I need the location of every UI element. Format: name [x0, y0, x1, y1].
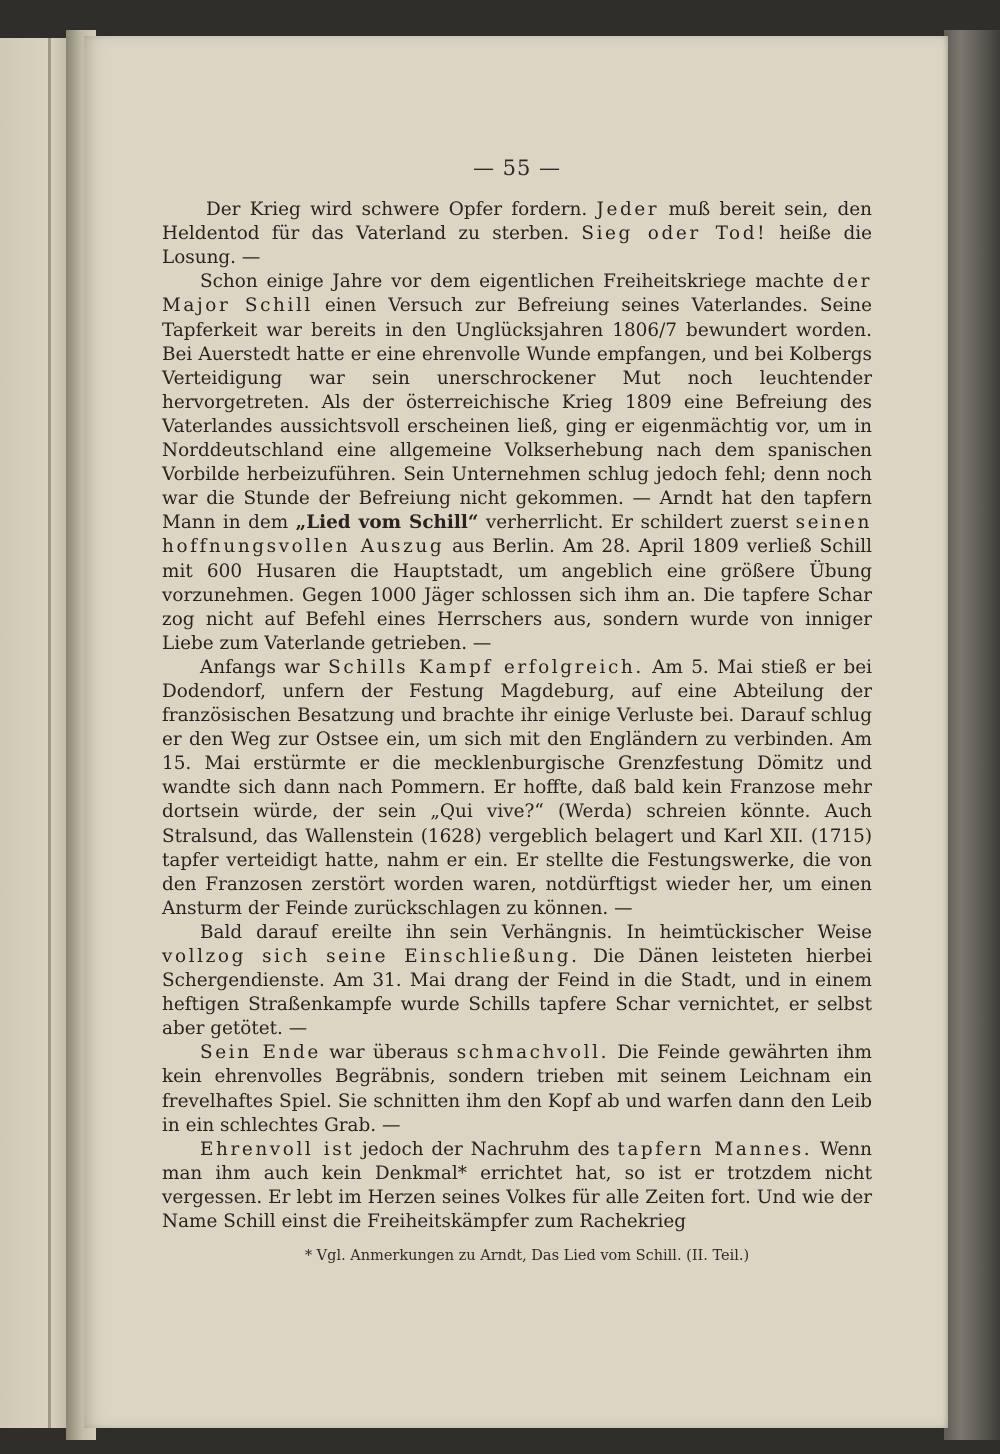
emphasis-text: schmachvoll. [456, 1042, 610, 1064]
footnote: * Vgl. Anmerkungen zu Arndt, Das Lied vom Schill. (II. Teil.) [304, 1248, 750, 1265]
emphasis-text: der Major Schill [162, 271, 873, 317]
emphasis-text: vollzog sich seine Einschließung. [162, 946, 580, 967]
book-cover-edge [944, 30, 1000, 1440]
text-run: Die Feinde gewährten ihm kein ehrenvolles Begräbnis, sondern trieben mit seinem Leichnam ein frevelhaftes Spiel. Sie schnitten ihm den Kopf ab und warfen dann den Leib in ein schlechtes Grab. — [162, 1042, 872, 1136]
left-page-fold [48, 38, 51, 1428]
page-number: — 55 — [472, 156, 562, 180]
paragraph-1 [162, 198, 872, 270]
text-run: heiße die Losung. — [162, 223, 872, 269]
text-run: war überaus [329, 1042, 449, 1064]
paragraph-4 [162, 921, 872, 1041]
emphasis-text: Sieg oder Tod! [581, 223, 768, 245]
text-run: Wenn man ihm auch kein Denkmal* errichtet hat, so ist er trotzdem nicht vergessen. Er lebt im Herzen seines Volkes für alle Zeiten fort. Und wie der Name Schill einst die Freiheitskämpfer zum Rachekrieg [162, 1138, 872, 1233]
paragraph-3 [162, 656, 872, 921]
text-run: einen Versuch zur Befreiung seines Vaterlandes. Seine Tapferkeit war bereits in den Unglücksjahren 1806/7 bewundert worden. Bei Auerstedt hatte er eine ehrenvolle Wunde empfangen, und bei Kolbergs Verteidigung war sein unerschrockener Mut noch leuchtender hervorgetreten. Als der österreichische Krieg 1809 eine Befreiung des Vaterlandes aussichtsvoll erscheinen ließ, ging er eigenmächtig vor, um in Norddeutschland eine allgemeine Volkserhebung nach dem spanischen Vorbilde herbeizuführen. Sein Unternehmen schlug jedoch fehl; denn noch war die Stunde der Befreiung nicht gekommen. — Arndt hat den tapfern Mann in dem [162, 295, 872, 534]
text-run: verherrlicht. Er schildert zuerst [485, 512, 789, 534]
text-run: des [577, 1138, 610, 1160]
paragraph-5 [162, 1041, 872, 1137]
text-run: aus Berlin. Am 28. April 1809 verließ Schill mit 600 Husaren die Hauptstadt, um angeblich eine größere Übung vorzunehmen. Gegen 1000 Jäger schlossen sich ihm an. Die tapfere Schar zog nicht auf Befehl eines Herrschers aus, sondern wurde von inniger Liebe zum Vaterlande getrieben. — [162, 536, 872, 654]
text-run: Die Dänen leisteten hierbei Schergendienste. Am 31. Mai drang der Feind in die Stadt, und in einem heftigen Straßenkampfe wurde Schills tapfere Schar vernichtet, er selbst aber getötet. — [162, 946, 872, 1040]
emphasis-text: Sein Ende [200, 1042, 321, 1064]
left-page-edge [0, 38, 70, 1428]
emphasis-text: tapfern Mannes. [617, 1138, 813, 1160]
poem-title: „Lied vom Schill“ [295, 512, 479, 534]
text-run: Am 5. Mai stieß er bei Dodendorf, unfern der Festung Magdeburg, auf eine Abteilung der französischen Besatzung und brachte ihr einige Verluste bei. Darauf schlug er den Weg zur Ostsee ein, um sich mit den Engländern zu verbinden. Am 15. Mai erstürmte er die mecklenburgische Grenzfestung Dömitz und wandte sich dann nach Pommern. Er hoffte, daß bald kein Franzose mehr dortsein würde, der sein „Qui vive?“ (Werda) schreien könnte. Auch Stralsund, das Wallenstein (1628) vergeblich belagert und Karl XII. (1715) tapfer verteidigt hatte, nahm er ein. Er stellte die Festungswerke, die von den Franzosen zerstört worden waren, notdürftigst wieder her, um einen Ansturm der Feinde zurückschlagen zu können. — [162, 656, 872, 919]
book-page [84, 36, 948, 1428]
text-run: Anfangs war [200, 656, 320, 678]
page-content [162, 156, 872, 1266]
text-run: jedoch der Nachruhm [362, 1138, 570, 1160]
text-run: Bald darauf ereilte ihn sein Verhängnis. In heimtückischer Weise [200, 921, 872, 943]
text-run: Schon einige Jahre vor dem eigentlichen Freiheitskriege machte [200, 271, 824, 293]
emphasis-text: seinen hoffnungsvollen Auszug [162, 512, 872, 558]
text-run: muß bereit sein, den Heldentod für das Vaterland zu sterben. [162, 199, 872, 245]
paragraph-6 [162, 1138, 872, 1234]
text-run: Der Krieg wird schwere Opfer fordern. [206, 199, 588, 221]
emphasis-text: Schills Kampf erfolgreich. [328, 656, 644, 678]
paragraph-2 [162, 270, 872, 656]
emphasis-text: Ehrenvoll ist [200, 1138, 355, 1160]
emphasis-text: Jeder [596, 199, 660, 221]
